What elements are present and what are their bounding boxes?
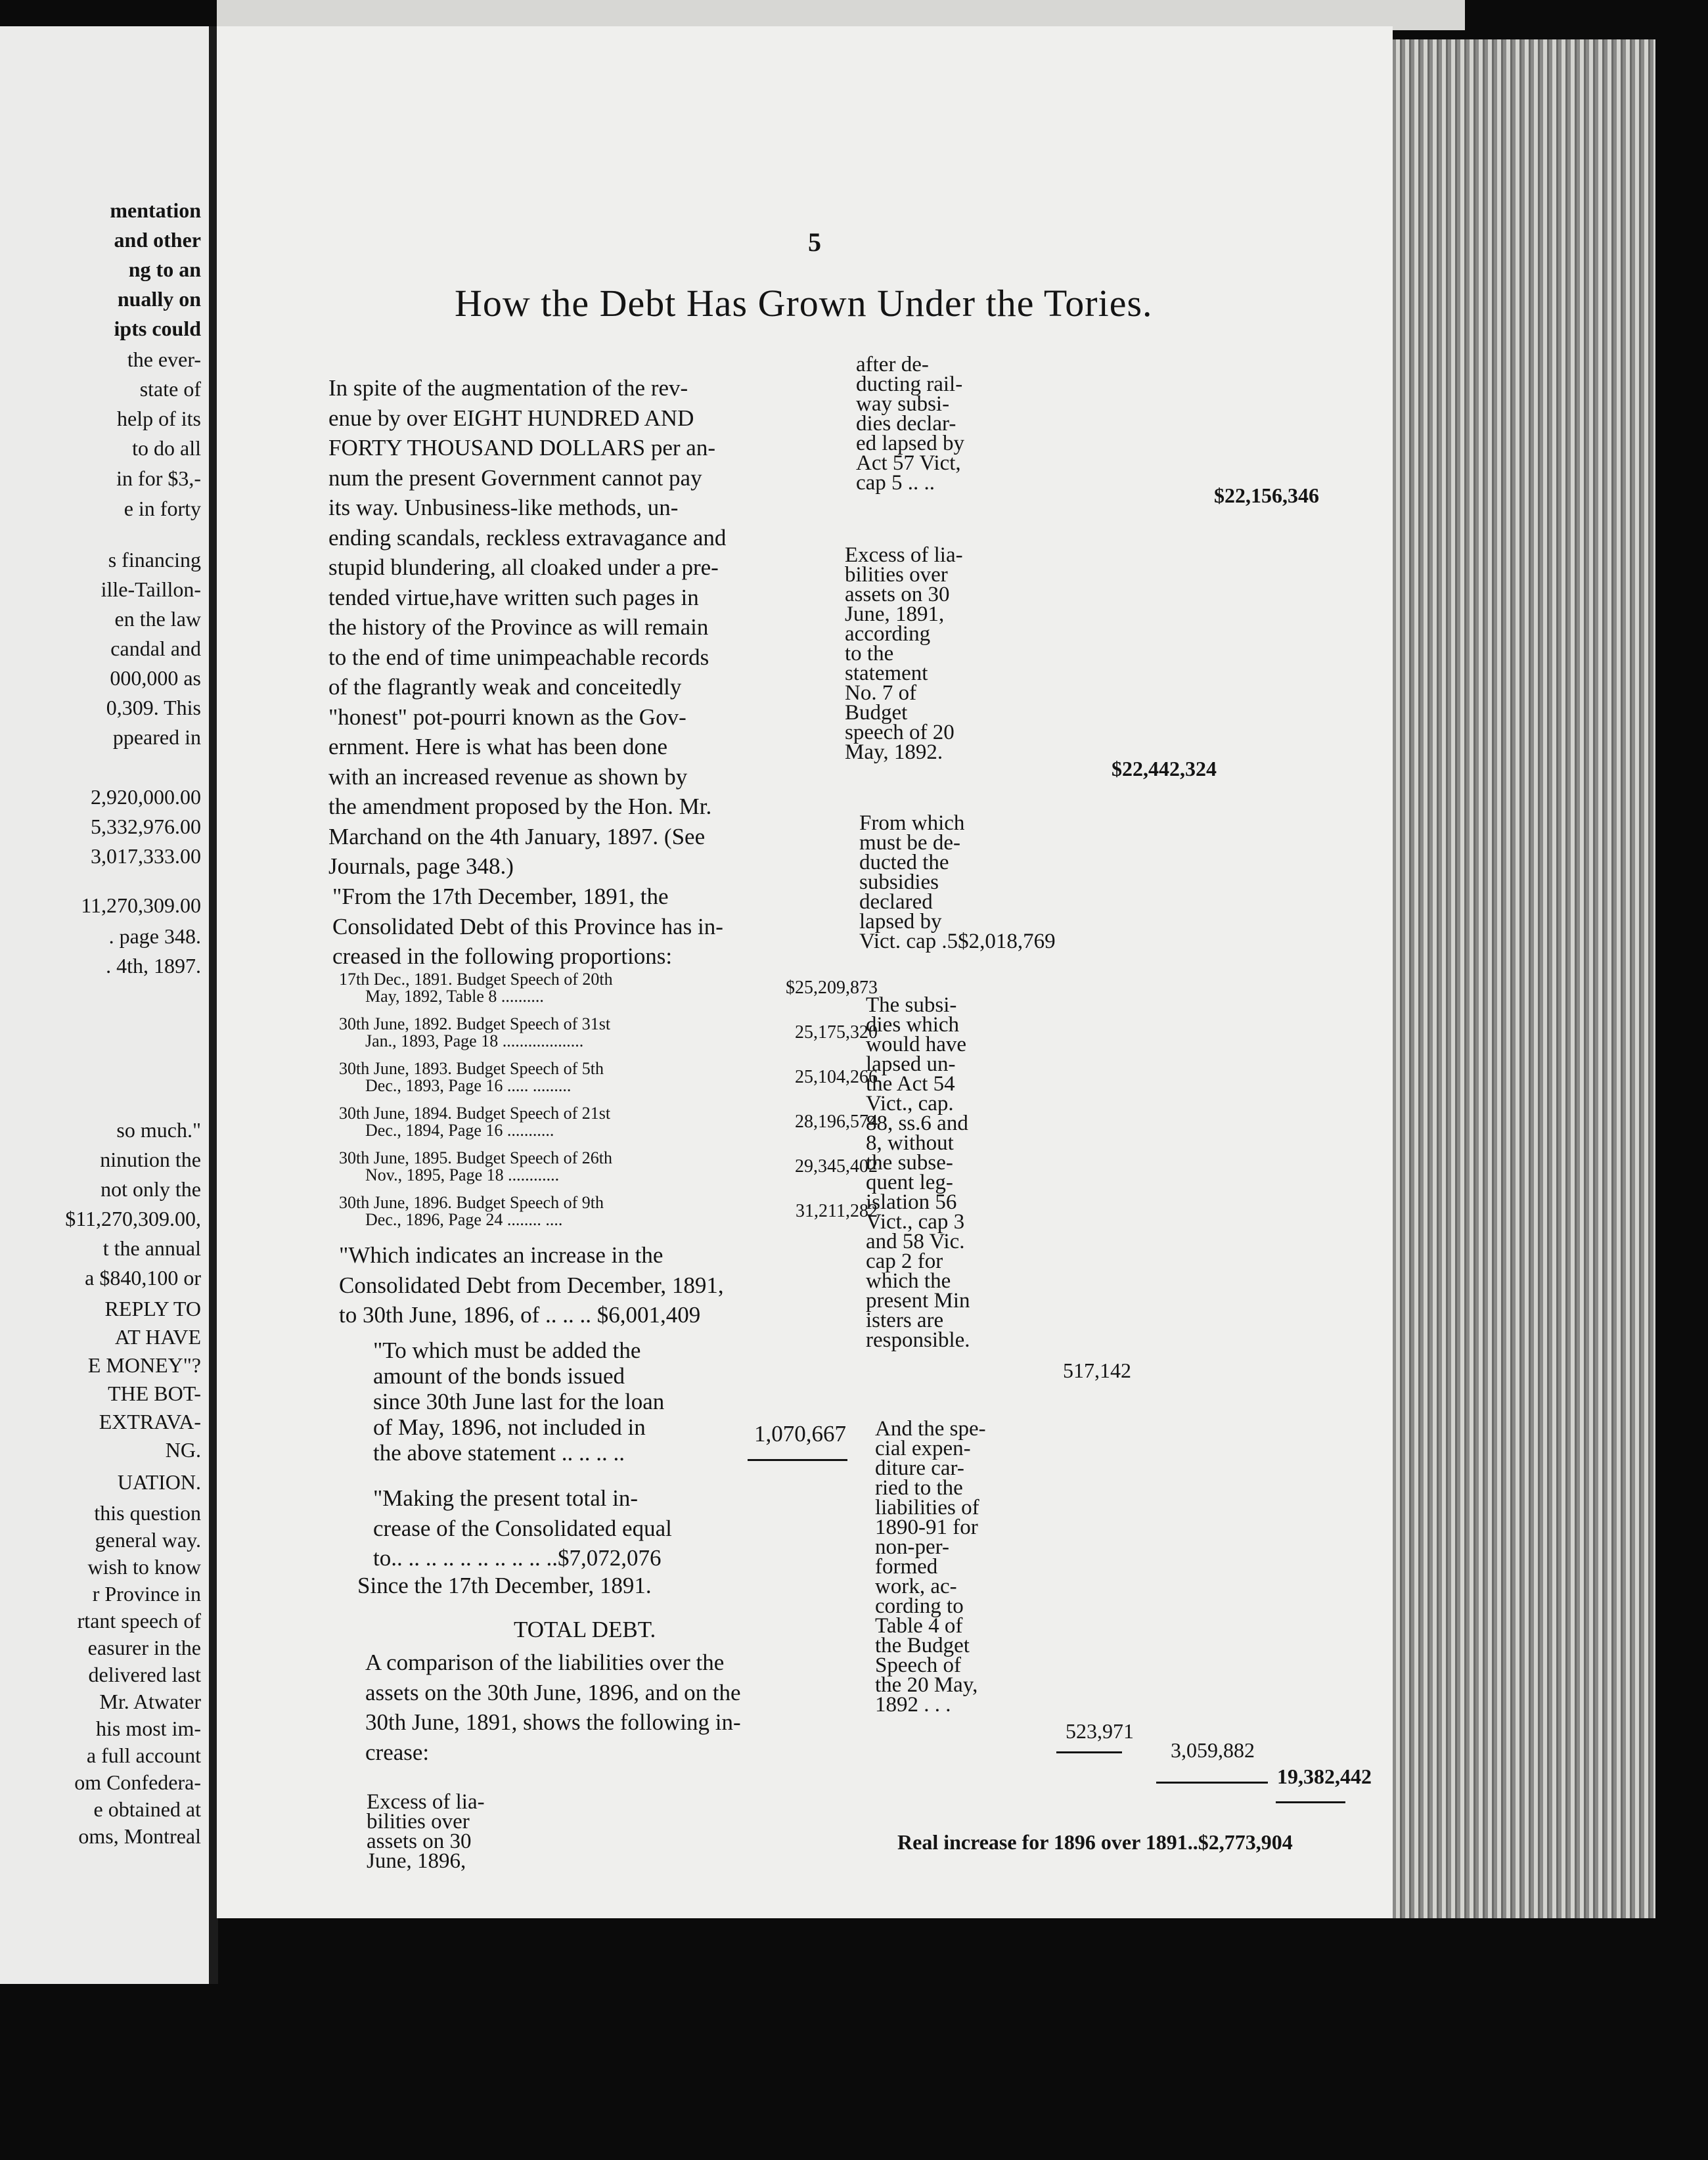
- left-page-line: THE BOT-: [108, 1382, 201, 1405]
- left-page-line: . 4th, 1897.: [106, 954, 201, 978]
- row-line: 17th Dec., 1891. Budget Speech of 20th: [339, 970, 613, 989]
- subsidies-label: [866, 995, 970, 1350]
- text-line: tended virtue,have written such pages in: [328, 584, 699, 610]
- table-row-description: [339, 1016, 610, 1050]
- text-line: In spite of the augmentation of the rev-: [328, 375, 688, 401]
- text-line: ending scandals, reckless extravagance and: [328, 524, 727, 551]
- excess-1896-label: [367, 1792, 485, 1871]
- text-line: to.. .. .. .. .. .. .. .. .. ..$7,072,076: [373, 1545, 662, 1571]
- text-line: cap 5 .. ..: [856, 471, 935, 495]
- left-page-line: REPLY TO: [104, 1297, 201, 1320]
- text-line: Vict., cap.: [866, 1092, 954, 1115]
- text-line: enue by over EIGHT HUNDRED AND: [328, 405, 694, 431]
- text-line: Excess of lia-: [845, 543, 963, 567]
- text-line: 1892 . . .: [875, 1693, 951, 1717]
- text-line: And the spe-: [875, 1417, 986, 1441]
- bonds-paragraph: [373, 1338, 664, 1466]
- text-line: "Making the present total in-: [373, 1485, 639, 1511]
- text-line: which the: [866, 1269, 951, 1293]
- left-page-line: 11,270,309.00: [81, 893, 201, 917]
- text-line: Speech of: [875, 1654, 962, 1677]
- text-line: the amendment proposed by the Hon. Mr.: [328, 794, 712, 819]
- row-line: Jan., 1893, Page 18 ...................: [365, 1031, 584, 1050]
- total-debt-heading: TOTAL DEBT.: [514, 1617, 656, 1642]
- text-line: "To which must be added the: [373, 1338, 641, 1363]
- left-page-line: not only the: [101, 1177, 201, 1201]
- text-line: June, 1896,: [367, 1849, 466, 1873]
- text-line: subsidies: [859, 870, 939, 894]
- text-line: quent leg-: [866, 1171, 953, 1194]
- sum-rule: [748, 1459, 847, 1461]
- left-page-line: to do all: [132, 436, 201, 460]
- text-line: isters are: [866, 1309, 944, 1332]
- left-page-line: a full account: [86, 1744, 201, 1767]
- text-line: cap 2 for: [866, 1249, 943, 1273]
- text-line: the history of the Province as will remain: [328, 614, 709, 640]
- table-row-description: [339, 1060, 604, 1094]
- intro-paragraph: [328, 373, 726, 882]
- subtotal-rule: [1056, 1751, 1122, 1753]
- row-line: Dec., 1896, Page 24 ........ ....: [365, 1210, 563, 1229]
- subsidies-amount: 517,142: [1063, 1359, 1131, 1382]
- text-line: assets on the 30th June, 1896, and on the: [365, 1679, 741, 1705]
- from-which-label: [859, 813, 1056, 951]
- left-page-line: his most im-: [95, 1717, 201, 1740]
- page-number: 5: [808, 227, 821, 257]
- text-line: liabilities of: [875, 1496, 979, 1519]
- text-line: Vict. cap .5$2,018,769: [859, 930, 1056, 953]
- table-row-amount: 25,175,320: [795, 1022, 878, 1043]
- text-line: "honest" pot-pourri known as the Gov-: [328, 704, 686, 730]
- subtotal-amount: 3,059,882: [1171, 1738, 1255, 1762]
- text-line: Marchand on the 4th January, 1897. (See: [328, 823, 706, 849]
- left-facing-page: [0, 26, 209, 1984]
- text-line: creased in the following proportions:: [332, 943, 673, 969]
- text-line: since 30th June last for the loan: [373, 1389, 665, 1414]
- text-line: present Min: [866, 1289, 970, 1313]
- text-line: Table 4 of: [875, 1614, 963, 1638]
- left-page-line: delivered last: [88, 1663, 201, 1686]
- text-line: A comparison of the liabilities over the: [365, 1650, 725, 1675]
- text-line: "Which indicates an increase in the: [339, 1242, 663, 1268]
- left-page-line: this question: [94, 1501, 201, 1525]
- left-page-line: help of its: [117, 407, 201, 430]
- text-line: assets on 30: [845, 583, 950, 606]
- left-page-line: e in forty: [124, 497, 201, 520]
- left-page-line: 5,332,976.00: [91, 815, 201, 838]
- left-page-line: . page 348.: [108, 924, 201, 948]
- row-line: Dec., 1893, Page 16 ..... .........: [365, 1076, 572, 1095]
- text-line: Act 57 Vict,: [856, 451, 961, 475]
- document-page: [217, 26, 1393, 1918]
- table-row-amount: $25,209,873: [786, 978, 878, 998]
- text-line: ducted the: [859, 851, 949, 874]
- bonds-amount: 1,070,667: [754, 1421, 846, 1447]
- text-line: islation 56: [866, 1190, 957, 1214]
- table-row-description: [339, 1105, 610, 1139]
- left-page-line: candal and: [110, 637, 201, 660]
- left-page-line: UATION.: [117, 1470, 201, 1494]
- text-line: and 58 Vic.: [866, 1230, 965, 1253]
- left-page-line: s financing: [108, 548, 201, 572]
- total-amount: 19,382,442: [1277, 1765, 1372, 1788]
- special-expenditure-label: [875, 1419, 986, 1715]
- page-title: How the Debt Has Grown Under the Tories.: [455, 282, 1153, 325]
- text-line: of the flagrantly weak and conceitedly: [328, 674, 682, 700]
- text-line: speech of 20: [845, 721, 955, 744]
- left-page-line: rtant speech of: [77, 1609, 201, 1632]
- text-line: From which: [859, 811, 965, 835]
- left-page-line: general way.: [95, 1528, 201, 1552]
- text-line: dies which: [866, 1013, 960, 1037]
- text-line: bilities over: [367, 1810, 470, 1834]
- left-page-line: mentation: [110, 198, 201, 222]
- text-line: Consolidated Debt from December, 1891,: [339, 1272, 724, 1298]
- text-line: responsible.: [866, 1328, 970, 1352]
- since-line: Since the 17th December, 1891.: [357, 1573, 652, 1598]
- text-line: dies declar-: [856, 412, 956, 436]
- text-line: according: [845, 622, 931, 646]
- text-line: cial expen-: [875, 1437, 971, 1460]
- row-line: 30th June, 1893. Budget Speech of 5th: [339, 1059, 604, 1078]
- left-page-line: r Province in: [92, 1582, 201, 1606]
- left-page-line: ng to an: [128, 258, 201, 281]
- text-line: statement: [845, 662, 928, 685]
- left-page-line: E MONEY"?: [87, 1353, 201, 1377]
- left-page-line: EXTRAVA-: [99, 1410, 201, 1433]
- text-line: 8, without: [866, 1131, 954, 1155]
- text-line: crease:: [365, 1739, 430, 1765]
- left-page-line: so much.": [116, 1118, 201, 1142]
- text-line: assets on 30: [367, 1830, 472, 1853]
- increase-paragraph: [339, 1240, 724, 1330]
- excess-1891-amount: $22,442,324: [1112, 757, 1217, 780]
- text-line: Journals, page 348.): [328, 853, 514, 879]
- text-line: 88, ss.6 and: [866, 1112, 968, 1135]
- left-page-line: ppeared in: [112, 725, 201, 749]
- left-page-line: $11,270,309.00,: [65, 1207, 201, 1230]
- left-page-line: nually on: [117, 287, 201, 311]
- text-line: The subsi-: [866, 993, 957, 1017]
- text-line: stupid blundering, all cloaked under a pre-: [328, 554, 719, 580]
- text-line: bilities over: [845, 563, 948, 587]
- table-row-amount: 28,196,574: [795, 1112, 878, 1132]
- text-line: the Budget: [875, 1634, 970, 1657]
- text-line: 30th June, 1891, shows the following in-: [365, 1709, 741, 1735]
- text-line: formed: [875, 1555, 938, 1579]
- left-page-line: en the law: [114, 607, 201, 631]
- row-line: 30th June, 1896. Budget Speech of 9th: [339, 1193, 604, 1212]
- row-line: 30th June, 1895. Budget Speech of 26th: [339, 1148, 612, 1167]
- text-line: FORTY THOUSAND DOLLARS per an-: [328, 435, 715, 461]
- text-line: after de-: [856, 353, 929, 376]
- text-line: the 20 May,: [875, 1673, 978, 1697]
- text-line: amount of the bonds issued: [373, 1363, 625, 1389]
- text-line: ed lapsed by: [856, 432, 964, 455]
- row-line: 30th June, 1892. Budget Speech of 31st: [339, 1014, 611, 1033]
- text-line: ernment. Here is what has been done: [328, 734, 668, 759]
- left-page-line: ille-Taillon-: [101, 577, 201, 601]
- left-page-line: in for $3,-: [116, 466, 201, 490]
- quote-paragraph: [332, 882, 723, 972]
- left-page-line: NG.: [165, 1438, 201, 1462]
- left-page-line: ninution the: [100, 1148, 201, 1171]
- text-line: non-per-: [875, 1535, 949, 1559]
- table-row-description: [339, 1150, 612, 1184]
- left-page-line: t the annual: [102, 1236, 201, 1260]
- text-line: diture car-: [875, 1456, 964, 1480]
- left-page-line: a $840,100 or: [85, 1266, 201, 1290]
- text-line: num the present Government cannot pay: [328, 464, 702, 491]
- text-line: to 30th June, 1896, of .. .. .. $6,001,409: [339, 1302, 701, 1328]
- row-line: 30th June, 1894. Budget Speech of 21st: [339, 1104, 611, 1123]
- excess-1891-label: [845, 545, 963, 762]
- after-deducting-label: [856, 355, 964, 493]
- text-line: Consolidated Debt of this Province has in-: [332, 913, 723, 939]
- table-row-description: [339, 971, 613, 1005]
- table-row-description: [339, 1194, 604, 1228]
- left-page-line: wish to know: [87, 1555, 201, 1579]
- text-line: 1890-91 for: [875, 1516, 978, 1539]
- real-increase-line: Real increase for 1896 over 1891..$2,773,904: [897, 1830, 1293, 1854]
- left-page-line: easurer in the: [87, 1636, 201, 1659]
- text-line: June, 1891,: [845, 602, 945, 626]
- row-line: May, 1892, Table 8 ..........: [365, 987, 544, 1006]
- left-page-line: the ever-: [127, 348, 201, 371]
- book-page-edges: [1393, 39, 1655, 1918]
- left-page-line: ipts could: [114, 317, 201, 340]
- table-row-amount: 29,345,402: [795, 1156, 878, 1177]
- left-page-line: 000,000 as: [110, 666, 201, 690]
- making-paragraph: [373, 1483, 672, 1573]
- table-row-amount: 25,104,266: [795, 1067, 878, 1087]
- left-page-line: Mr. Atwater: [99, 1690, 201, 1713]
- text-line: the subse-: [866, 1151, 953, 1175]
- text-line: ducting rail-: [856, 372, 963, 396]
- left-page-line: AT HAVE: [114, 1325, 201, 1349]
- text-line: lapsed by: [859, 910, 942, 934]
- after-deducting-amount: $22,156,346: [1214, 484, 1319, 507]
- left-page-line: state of: [139, 377, 201, 401]
- table-row-amount: 31,211,282: [796, 1201, 878, 1221]
- text-line: Excess of lia-: [367, 1790, 485, 1814]
- text-line: the Act 54: [866, 1072, 955, 1096]
- left-page-line: 0,309. This: [106, 696, 201, 719]
- left-page-line: oms, Montreal: [78, 1824, 201, 1848]
- text-line: way subsi-: [856, 392, 950, 416]
- text-line: the above statement .. .. .. ..: [373, 1440, 625, 1466]
- left-page-line: and other: [114, 228, 201, 252]
- text-line: No. 7 of: [845, 681, 917, 705]
- text-line: May, 1892.: [845, 740, 943, 764]
- text-line: with an increased revenue as shown by: [328, 763, 688, 790]
- text-line: to the: [845, 642, 894, 665]
- special-amount: 523,971: [1066, 1719, 1134, 1743]
- text-line: declared: [859, 890, 933, 914]
- text-line: cording to: [875, 1594, 964, 1618]
- total-underline: [1276, 1801, 1345, 1803]
- left-page-line: e obtained at: [93, 1797, 201, 1821]
- left-page-line: 2,920,000.00: [91, 785, 201, 809]
- text-line: its way. Unbusiness-like methods, un-: [328, 495, 679, 520]
- row-line: Dec., 1894, Page 16 ...........: [365, 1121, 554, 1140]
- comparison-paragraph: [365, 1648, 741, 1767]
- text-line: ried to the: [875, 1476, 963, 1500]
- text-line: would have: [866, 1033, 967, 1056]
- text-line: work, ac-: [875, 1575, 957, 1598]
- left-page-line: om Confedera-: [74, 1770, 201, 1794]
- left-page-line: 3,017,333.00: [91, 844, 201, 868]
- text-line: Budget: [845, 701, 908, 725]
- text-line: crease of the Consolidated equal: [373, 1515, 672, 1541]
- text-line: must be de-: [859, 831, 960, 855]
- text-line: Vict., cap 3: [866, 1210, 965, 1234]
- text-line: of May, 1896, not included in: [373, 1414, 646, 1440]
- row-line: Nov., 1895, Page 18 ............: [365, 1165, 560, 1184]
- total-rule: [1156, 1782, 1268, 1784]
- text-line: "From the 17th December, 1891, the: [332, 884, 669, 909]
- text-line: lapsed un-: [866, 1052, 956, 1076]
- text-line: to the end of time unimpeachable records: [328, 644, 709, 670]
